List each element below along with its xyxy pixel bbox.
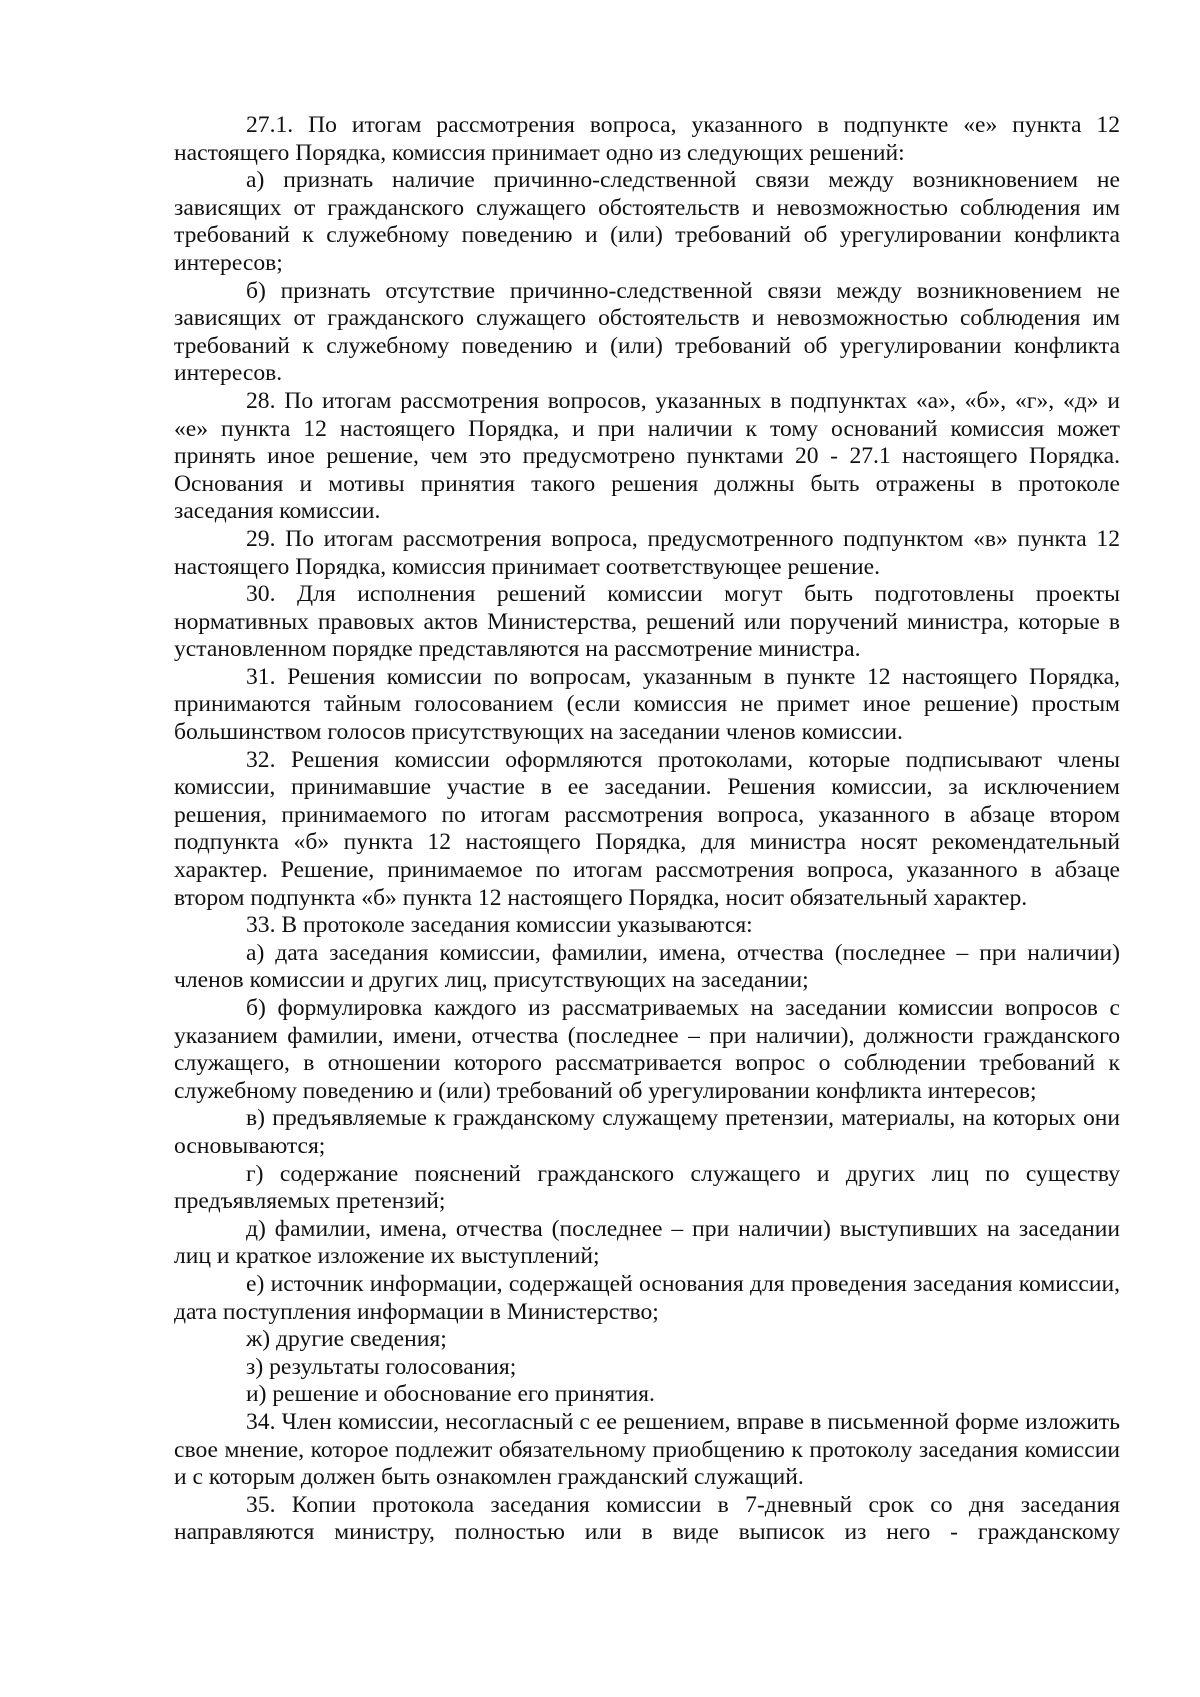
paragraph-33-i: и) решение и обоснование его принятия. (246, 1381, 655, 1408)
paragraph-27-1-b: б) признать отсутствие причинно-следственной связи между возникновением не зависящих от гражданского служащего обстоятельств и невозможностью соблюдения им требований к служебному поведению и (или) требований об урегулировании конфликта интересов. (174, 277, 1120, 387)
paragraph-30: 30. Для исполнения решений комиссии могут быть подготовлены проекты нормативных правовых актов Министерства, решений или поручений министра, которые в установленном порядке представляются на рассмотрение министра. (174, 581, 1120, 663)
paragraph-33-z: з) результаты голосования; (246, 1353, 517, 1380)
paragraph-28: 28. По итогам рассмотрения вопросов, указанных в подпунктах «а», «б», «г», «д» и «е» пункта 12 настоящего Порядка, и при наличии к тому оснований комиссия может принять иное решение, чем это предусмотрено пунктами 20 - 27.1 настоящего Порядка. Основания и мотивы принятия такого решения должны быть отражены в протоколе заседания комиссии. (174, 387, 1120, 525)
paragraph-33-a: а) дата заседания комиссии, фамилии, имена, отчества (последнее – при наличии) членов комиссии и других лиц, присутствующих на заседании; (174, 939, 1120, 994)
paragraph-33-e: е) источник информации, содержащей основания для проведения заседания комиссии, дата поступления информации в Министерство; (174, 1270, 1120, 1325)
paragraph-34: 34. Член комиссии, несогласный с ее решением, вправе в письменной форме изложить свое мнение, которое подлежит обязательному приобщению к протоколу заседания комиссии и с которым должен быть ознакомлен гражданский служащий. (174, 1408, 1120, 1491)
paragraph-33-g: г) содержание пояснений гражданского служащего и других лиц по существу предъявляемых претензий; (174, 1160, 1120, 1215)
paragraph-33-b: б) формулировка каждого из рассматриваемых на заседании комиссии вопросов с указанием фамилии, имени, отчества (последнее – при наличии), должности гражданского служащего, в отношении которого рассматривается вопрос о соблюдении требований к служебному поведению и (или) требований об урегулировании конфликта интересов; (174, 995, 1120, 1104)
paragraph-33-d: д) фамилии, имена, отчества (последнее – при наличии) выступивших на заседании лиц и краткое изложение их выступлений; (174, 1215, 1120, 1270)
paragraph-31: 31. Решения комиссии по вопросам, указанным в пункте 12 настоящего Порядка, принимаются тайным голосованием (если комиссия не примет иное решение) простым большинством голосов присутствующих на заседании членов комиссии. (174, 663, 1120, 746)
paragraph-27-1: 27.1. По итогам рассмотрения вопроса, указанного в подпункте «е» пункта 12 настоящего Порядка, комиссия принимает одно из следующих решений: (174, 112, 1120, 166)
paragraph-29: 29. По итогам рассмотрения вопроса, предусмотренного подпунктом «в» пункта 12 настоящего Порядка, комиссия принимает соответствующее решение. (174, 525, 1120, 580)
paragraph-33-v: в) предъявляемые к гражданскому служащему претензии, материалы, на которых они основываются; (174, 1105, 1120, 1159)
paragraph-27-1-a: а) признать наличие причинно-следственной связи между возникновением не зависящих от гражданского служащего обстоятельств и невозможностью соблюдения им требований к служебному поведению и (или) требований об урегулировании конфликта интересов; (174, 167, 1120, 276)
paragraph-32: 32. Решения комиссии оформляются протоколами, которые подписывают члены комиссии, принимавшие участие в ее заседании. Решения комиссии, за исключением решения, принимаемого по итогам рассмотрения вопроса, указанного в абзаце втором подпункта «б» пункта 12 настоящего Порядка, для министра носят рекомендательный характер. Решение, принимаемое по итогам рассмотрения вопроса, указанного в абзаце втором подпункта «б» пункта 12 настоящего Порядка, носит обязательный характер. (174, 746, 1120, 911)
document-page (174, 112, 1120, 1547)
paragraph-35: 35. Копии протокола заседания комиссии в 7-дневный срок со дня заседания направляются министру, полностью или в виде выписок из него - гражданскому (174, 1491, 1120, 1546)
paragraph-33-zh: ж) другие сведения; (246, 1326, 447, 1353)
paragraph-33: 33. В протоколе заседания комиссии указываются: (246, 912, 753, 939)
